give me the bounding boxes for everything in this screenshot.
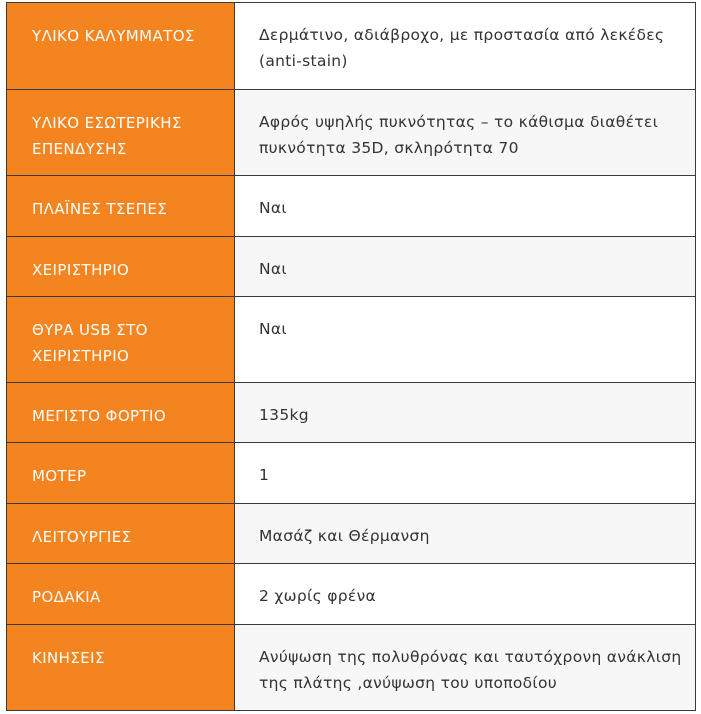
spec-row	[7, 176, 696, 237]
spec-label: ΠΛΑΪΝΕΣ ΤΣΕΠΕΣ	[7, 176, 235, 237]
spec-value: Δερμάτινο, αδιάβροχο, με προστασία από λεκέδες (anti-stain)	[235, 3, 696, 90]
spec-row	[7, 504, 696, 564]
spec-value: Ανύψωση της πολυθρόνας και ταυτόχρονη ανάκλιση της πλάτης ,ανύψωση του υποποδίου	[235, 625, 696, 711]
spec-row	[7, 3, 696, 90]
spec-label: ΥΛΙΚΟ ΚΑΛΥΜΜΑΤΟΣ	[7, 3, 235, 90]
spec-label: ΘΥΡΑ USB ΣΤΟ ΧΕΙΡΙΣΤΗΡΙΟ	[7, 297, 235, 383]
spec-table	[6, 2, 696, 711]
spec-label: ΚΙΝΗΣΕΙΣ	[7, 625, 235, 711]
spec-label: ΡΟΔΑΚΙΑ	[7, 564, 235, 625]
spec-value: 135kg	[235, 383, 696, 443]
spec-row	[7, 625, 696, 711]
spec-value: Ναι	[235, 176, 696, 237]
spec-row	[7, 443, 696, 504]
spec-row	[7, 383, 696, 443]
spec-value: 1	[235, 443, 696, 504]
spec-label: ΜΟΤΕΡ	[7, 443, 235, 504]
spec-row	[7, 564, 696, 625]
spec-row	[7, 237, 696, 297]
spec-value: 2 χωρίς φρένα	[235, 564, 696, 625]
spec-label: ΜΕΓΙΣΤΟ ΦΟΡΤΙΟ	[7, 383, 235, 443]
spec-value: Μασάζ και Θέρμανση	[235, 504, 696, 564]
spec-value: Αφρός υψηλής πυκνότητας – το κάθισμα διαθέτει πυκνότητα 35D, σκληρότητα 70	[235, 90, 696, 176]
spec-label: ΥΛΙΚΟ ΕΣΩΤΕΡΙΚΗΣ ΕΠΕΝΔΥΣΗΣ	[7, 90, 235, 176]
spec-value: Ναι	[235, 237, 696, 297]
spec-label: ΛΕΙΤΟΥΡΓΙΕΣ	[7, 504, 235, 564]
spec-value: Ναι	[235, 297, 696, 383]
spec-label: ΧΕΙΡΙΣΤΗΡΙΟ	[7, 237, 235, 297]
spec-row	[7, 297, 696, 383]
spec-row	[7, 90, 696, 176]
